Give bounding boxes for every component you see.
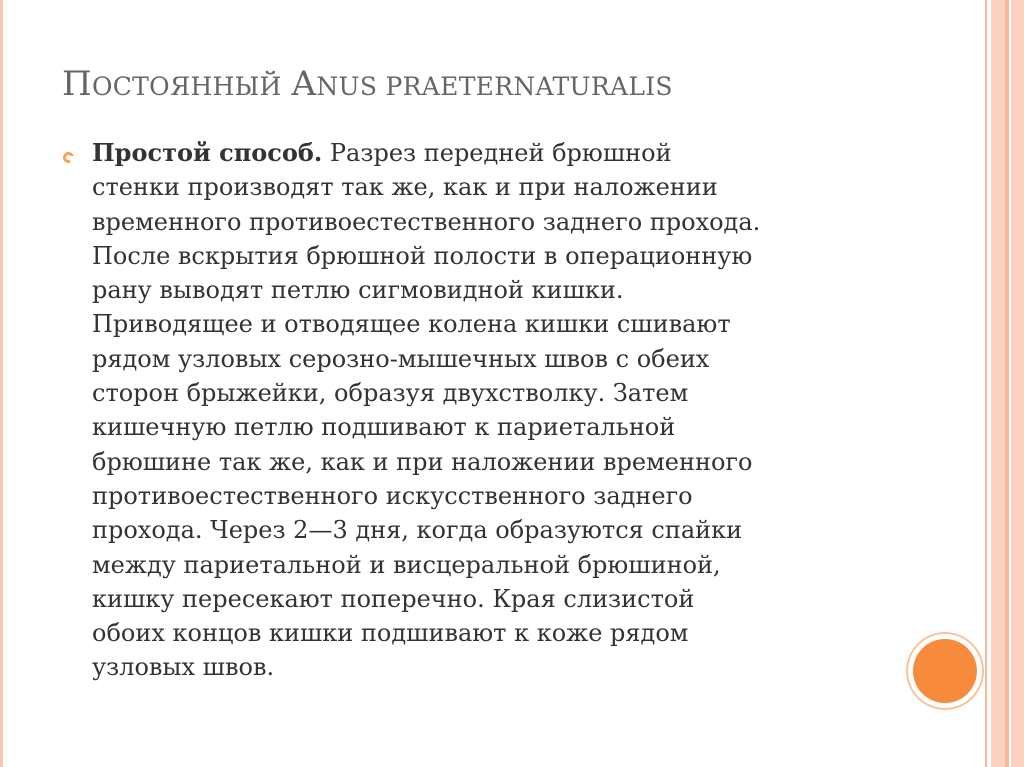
text-line: рядом узловых серозно-мышечных швов с обеих [92,344,710,373]
title-smallcaps: ОСТОЯННЫЙ [91,72,282,101]
right-stripe [985,0,987,767]
title-capital: П [62,64,92,104]
title-smallcaps: NUS PRAETERNATURALIS [316,72,673,101]
title-capital: A [291,64,317,104]
text-line: между париетальной и висцеральной брюшиной, [92,550,721,579]
text-line: кишку пересекают поперечно. Края слизистой [92,584,695,613]
slide-title [62,64,962,104]
text-line: обоих концов кишки подшивают к коже рядом [92,619,689,648]
bullet-text [92,136,892,685]
text-line: брюшине так же, как и при наложении временного [92,447,753,476]
text-line: После вскрытия брюшной полости в операционную [92,241,753,270]
decorative-circle-icon [913,639,977,703]
text-line: противоестественного искусственного заднего [92,481,693,510]
text-line [92,136,892,170]
left-border-line [0,0,3,767]
text-line: сторон брыжейки, образуя двухстволку. Затем [92,379,689,408]
text-line-rest: Разрез передней брюшной [322,139,672,167]
text-line: узловых швов. [92,653,275,682]
bullet-lead: Простой способ. [92,138,323,167]
text-line: временного противоестественного заднего прохода. [92,207,761,236]
bullet-circle-icon [63,152,74,163]
text-line: стенки производят так же, как и при наложении [92,173,718,202]
text-line: рану выводят петлю сигмовидной кишки. [92,276,624,305]
text-line: кишечную петлю подшивают к париетальной [92,413,676,442]
right-stripe [991,0,1005,767]
right-stripe [1011,0,1024,767]
text-line: Приводящее и отводящее колена кишки сшивают [92,310,731,339]
text-line: прохода. Через 2—3 дня, когда образуются спайки [92,516,743,545]
